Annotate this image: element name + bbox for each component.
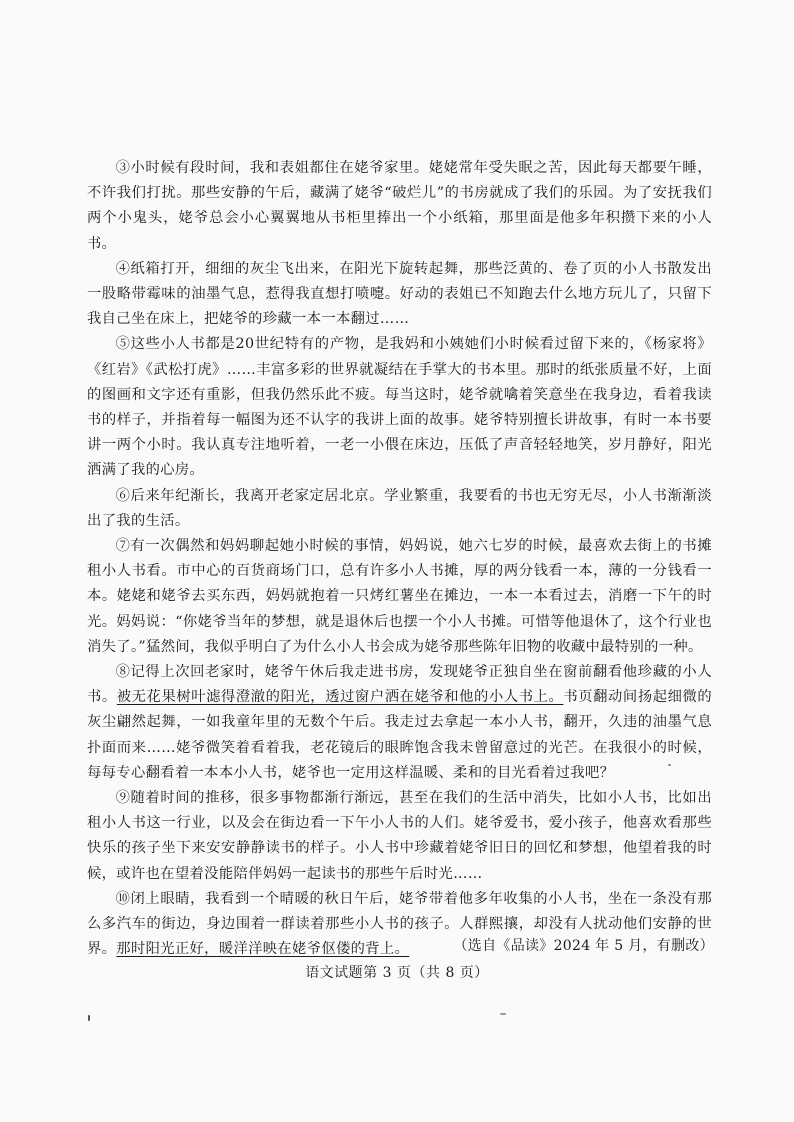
underlined-sentence: 那时阳光正好，暖洋洋映在姥爷伛偻的背上。	[116, 941, 410, 958]
paragraph-4	[87, 257, 712, 333]
paragraph-text: ⑤这些小人书都是20世纪特有的产物，是我妈和小姨她们小时候看过留下来的，《杨家将》《红岩》《武松打虎》……丰富多彩的世界就凝结在手掌大的书本里。那时的纸张质量不好，上面的图画和文字还有重影，但我仍然乐此不疲。每当这时，姥爷就噙着笑意坐在我身边，看着我读书的样子，并指着每一幅图为还不认字的我讲上面的故事。姥爷特别擅长讲故事，有时一本书要讲一两个小时。我认真专注地听着，一老一小偎在床边，压低了声音轻轻地笑，岁月静好，阳光洒满了我的心房。	[87, 336, 712, 479]
paragraph-text: ⑩闭上眼睛，我看到一个晴暖的秋日午后，姥爷带着他多年收集的小人书，坐在一条没有那么多汽车的街边，身边围着一群读着那些小人书的孩子。人群熙攘，却没有人扰动他们安静的世界。	[87, 890, 712, 958]
paragraph-text: ⑦有一次偶然和妈妈聊起她小时候的事情，妈妈说，她六七岁的时候，最喜欢去街上的书摊租小人书看。市中心的百货商场门口，总有许多小人书摊，厚的两分钱看一本，薄的一分钱看一本。姥姥和姥爷去买东西，妈妈就抱着一只烤红薯坐在摊边，一本一本看过去，消磨一下午的时光。妈妈说：“你姥爷当年的梦想，就是退休后也摆一个小人书摊。可惜等他退休了，这个行业也消失了。”猛然间，我似乎明白了为什么小人书会成为姥爷那些陈年旧物的收藏中最特别的一种。	[87, 538, 712, 655]
paragraph-8	[87, 660, 712, 786]
scan-speck	[88, 1015, 90, 1021]
scan-speck	[500, 1013, 506, 1015]
paragraph-text: ⑥后来年纪渐长，我离开老家定居北京。学业繁重，我要看的书也无穷无尽，小人书渐渐淡出了我的生活。	[87, 487, 712, 529]
paragraph-text: 书页翻动间扬起细微的灰尘翩然起舞，一如我童年里的无数个午后。我走过去拿起一本小人书，翻开，久违的油墨气息扑面而来……姥爷微笑着看着我，老花镜后的眼眸饱含我未曾留意过的光芒。在我很小的时候，每每专心翻看着一本本小人书，姥爷也一定用这样温暖、柔和的目光看着过我吧？	[87, 689, 713, 781]
scan-speck	[668, 764, 671, 766]
source-citation: （选自《品读》2024 年 5 月，有删改）	[453, 938, 714, 954]
paragraph-6	[87, 484, 712, 534]
paragraph-text: ③小时候有段时间，我和表姐都住在姥爷家里。姥姥常年受失眠之苦，因此每天都要午睡，不许我们打扰。那些安静的午后，藏满了姥爷“破烂儿”的书房就成了我们的乐园。为了安抚我们两个小鬼头，姥爷总会小心翼翼地从书柜里捧出一个小纸箱，那里面是他多年积攒下来的小人书。	[87, 160, 712, 252]
paragraph-3	[87, 156, 712, 257]
paragraph-9	[87, 786, 712, 887]
paragraph-text: ④纸箱打开，细细的灰尘飞出来，在阳光下旋转起舞，那些泛黄的、卷了页的小人书散发出一股略带霉味的油墨气息，惹得我直想打喷嚏。好动的表姐已不知跑去什么地方玩儿了，只留下我自己坐在床上，把姥爷的珍藏一本一本翻过……	[87, 260, 712, 328]
page-footer: 语文试题第 3 页（共 8 页）	[305, 965, 489, 981]
underlined-sentence: 被无花果树叶滤得澄澈的阳光，透过窗户洒在姥爷和他的小人书上。	[116, 689, 564, 706]
article-body	[87, 156, 712, 963]
paragraph-5	[87, 332, 712, 483]
paragraph-7	[87, 534, 712, 660]
paragraph-text: ⑨随着时间的推移，很多事物都渐行渐远，甚至在我们的生活中消失，比如小人书，比如出租小人书这一行业，以及会在街边看一下午小人书的人们。姥爷爱书，爱小孩子，他喜欢看那些快乐的孩子坐下来安安静静读书的样子。小人书中珍藏着姥爷旧日的回忆和梦想，他望着我的时候，或许也在望着没能陪伴妈妈一起读书的那些午后时光……	[87, 790, 712, 882]
paragraph-text: ⑧记得上次回老家时，姥爷午休后我走进书房，发现姥爷正独自坐在窗前翻看他珍藏的小人书。	[87, 664, 712, 706]
